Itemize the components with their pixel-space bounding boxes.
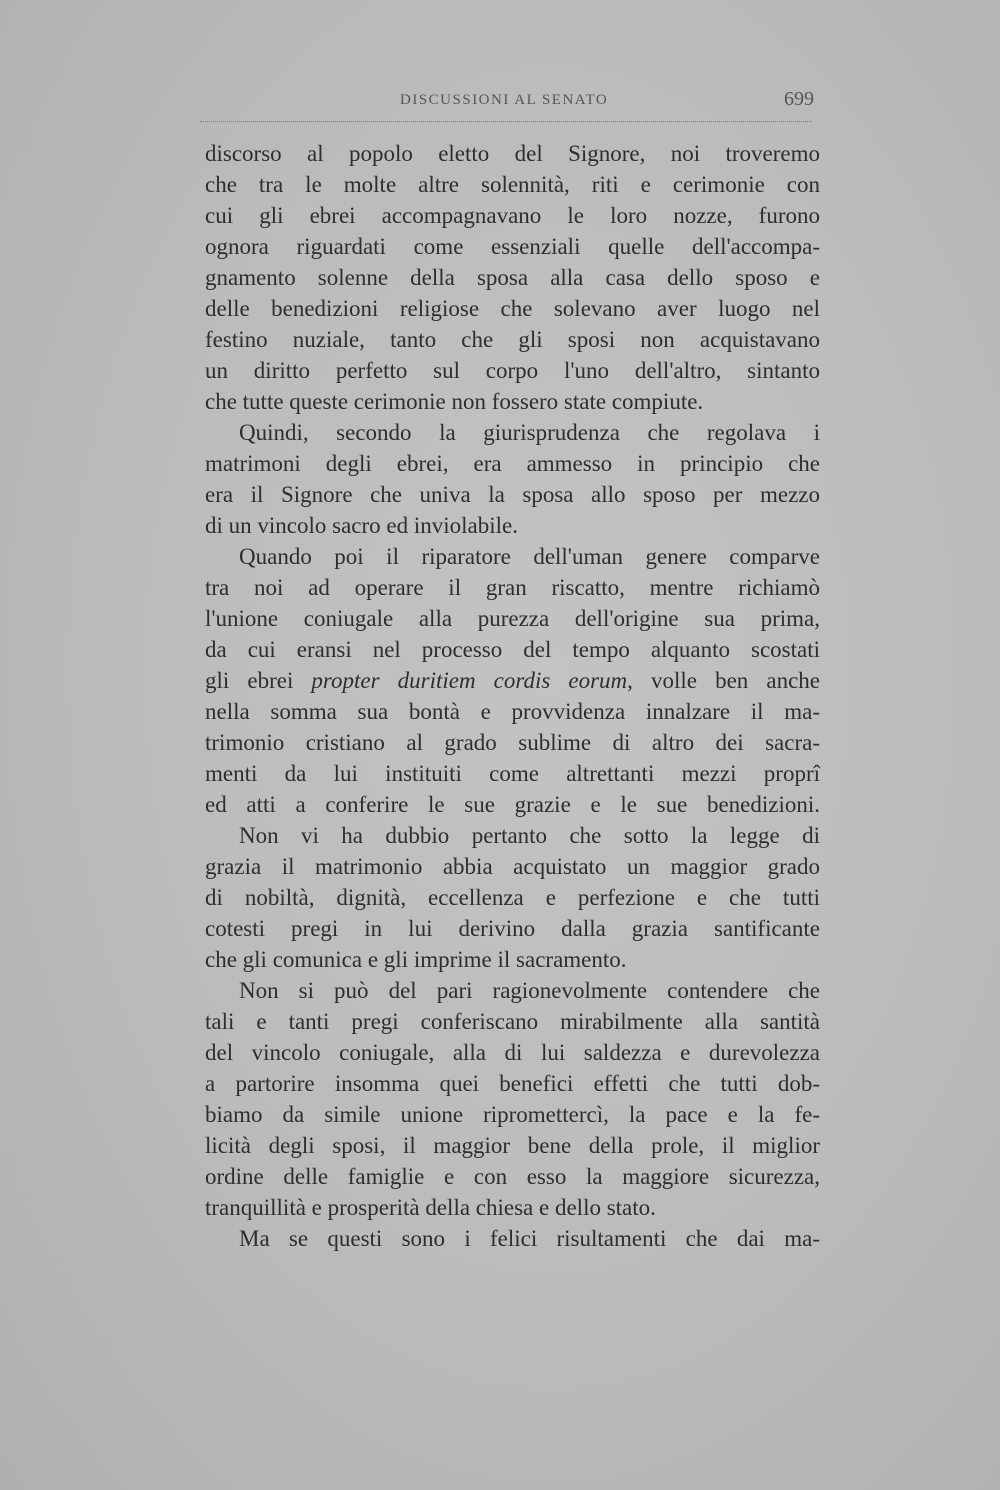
page-number: 699: [784, 88, 814, 110]
text-line: di nobiltà, dignità, eccellenza e perfezione e che tutti: [205, 885, 820, 910]
text-line: menti da lui instituiti come altrettanti mezzi proprî: [205, 761, 820, 786]
text-line: ed atti a conferire le sue grazie e le sue benedizioni.: [205, 792, 820, 817]
text-line: biamo da simile unione ripromettercì, la pace e la fe-: [205, 1102, 820, 1127]
paragraph-last-line: tranquillità e prosperità della chiesa e dello stato.: [205, 1195, 656, 1220]
text-line: cui gli ebrei accompagnavano le loro nozze, furono: [205, 203, 820, 228]
running-title: DISCUSSIONI AL SENATO: [400, 92, 609, 108]
text-line: festino nuziale, tanto che gli sposi non acquistavano: [205, 327, 820, 352]
paragraph-first-line: Non vi ha dubbio pertanto che sotto la legge di: [239, 823, 820, 848]
text-line: da cui eransi nel processo del tempo alquanto scostati: [205, 637, 820, 662]
text-line: era il Signore che univa la sposa allo sposo per mezzo: [205, 482, 820, 507]
paragraph-last-line: che tutte queste cerimonie non fossero state compiute.: [205, 389, 704, 414]
paragraph-first-line: Ma se questi sono i felici risultamenti che dai ma-: [239, 1226, 820, 1251]
text-line: tra noi ad operare il gran riscatto, mentre richiamò: [205, 575, 820, 600]
text-line-with-latin: gli ebrei propter duritiem cordis eorum, volle ben anche: [205, 668, 820, 693]
text-line: trimonio cristiano al grado sublime di altro dei sacra-: [205, 730, 820, 755]
paragraph-first-line: Quando poi il riparatore dell'uman genere comparve: [239, 544, 820, 569]
text-line: nella somma sua bontà e provvidenza innalzare il ma-: [205, 699, 820, 724]
text-line: gnamento solenne della sposa alla casa dello sposo e: [205, 265, 820, 290]
text-line: l'unione coniugale alla purezza dell'origine sua prima,: [205, 606, 820, 631]
body-text: [205, 138, 820, 1254]
text-line: tali e tanti pregi conferiscano mirabilmente alla santità: [205, 1009, 820, 1034]
text-line: licità degli sposi, il maggior bene della prole, il miglior: [205, 1133, 820, 1158]
text-line: discorso al popolo eletto del Signore, noi troveremo: [205, 141, 820, 166]
text-line: delle benedizioni religiose che solevano aver luogo nel: [205, 296, 820, 321]
paragraph-last-line: di un vincolo sacro ed inviolabile.: [205, 513, 518, 538]
text-line: che tra le molte altre solennità, riti e cerimonie con: [205, 172, 820, 197]
paragraph-last-line: che gli comunica e gli imprime il sacramento.: [205, 947, 627, 972]
text-line: del vincolo coniugale, alla di lui saldezza e durevolezza: [205, 1040, 820, 1065]
header-rule: [200, 121, 812, 122]
text-line: cotesti pregi in lui derivino dalla grazia santificante: [205, 916, 820, 941]
paragraph-first-line: Quindi, secondo la giurisprudenza che regolava i: [239, 420, 820, 445]
paragraph-first-line: Non si può del pari ragionevolmente contendere che: [239, 978, 820, 1003]
text-line: ognora riguardati come essenziali quelle dell'accompa-: [205, 234, 820, 259]
running-head: [205, 88, 820, 118]
text-line: ordine delle famiglie e con esso la maggiore sicurezza,: [205, 1164, 820, 1189]
text-line: a partorire insomma quei benefici effetti che tutti dob-: [205, 1071, 820, 1096]
text-line: matrimoni degli ebrei, era ammesso in principio che: [205, 451, 820, 476]
text-line: grazia il matrimonio abbia acquistato un maggior grado: [205, 854, 820, 879]
text-line: un diritto perfetto sul corpo l'uno dell'altro, sintanto: [205, 358, 820, 383]
latin-phrase: propter duritiem cordis eorum: [311, 668, 628, 693]
